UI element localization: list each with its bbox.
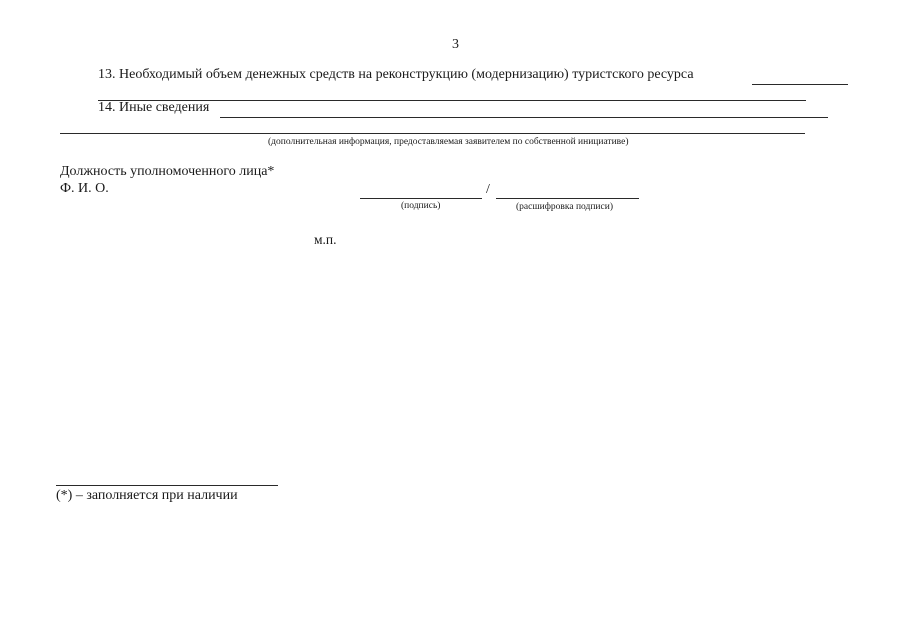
signature-line[interactable]	[360, 198, 482, 199]
item13-text: 13. Необходимый объем денежных средств на реконструкцию (модернизацию) туристского ресурса	[98, 67, 694, 82]
item13-fill-line[interactable]	[752, 84, 848, 85]
signature-caption: (подпись)	[401, 201, 441, 211]
item14-continuation-line[interactable]	[60, 133, 805, 134]
signature-separator: /	[486, 182, 490, 197]
footnote-separator	[56, 485, 278, 486]
stamp-label: м.п.	[314, 232, 337, 247]
fio-label: Ф. И. О.	[60, 181, 109, 196]
page-number: 3	[452, 37, 459, 52]
position-label: Должность уполномоченного лица*	[60, 164, 275, 179]
footnote-text: (*) – заполняется при наличии	[56, 488, 238, 503]
item14-caption: (дополнительная информация, предоставляемая заявителем по собственной инициативе)	[268, 137, 629, 147]
signature-decode-line[interactable]	[496, 198, 639, 199]
item14-fill-line[interactable]	[220, 117, 828, 118]
signature-decode-caption: (расшифровка подписи)	[516, 202, 613, 212]
item14-label: 14. Иные сведения	[98, 100, 210, 115]
